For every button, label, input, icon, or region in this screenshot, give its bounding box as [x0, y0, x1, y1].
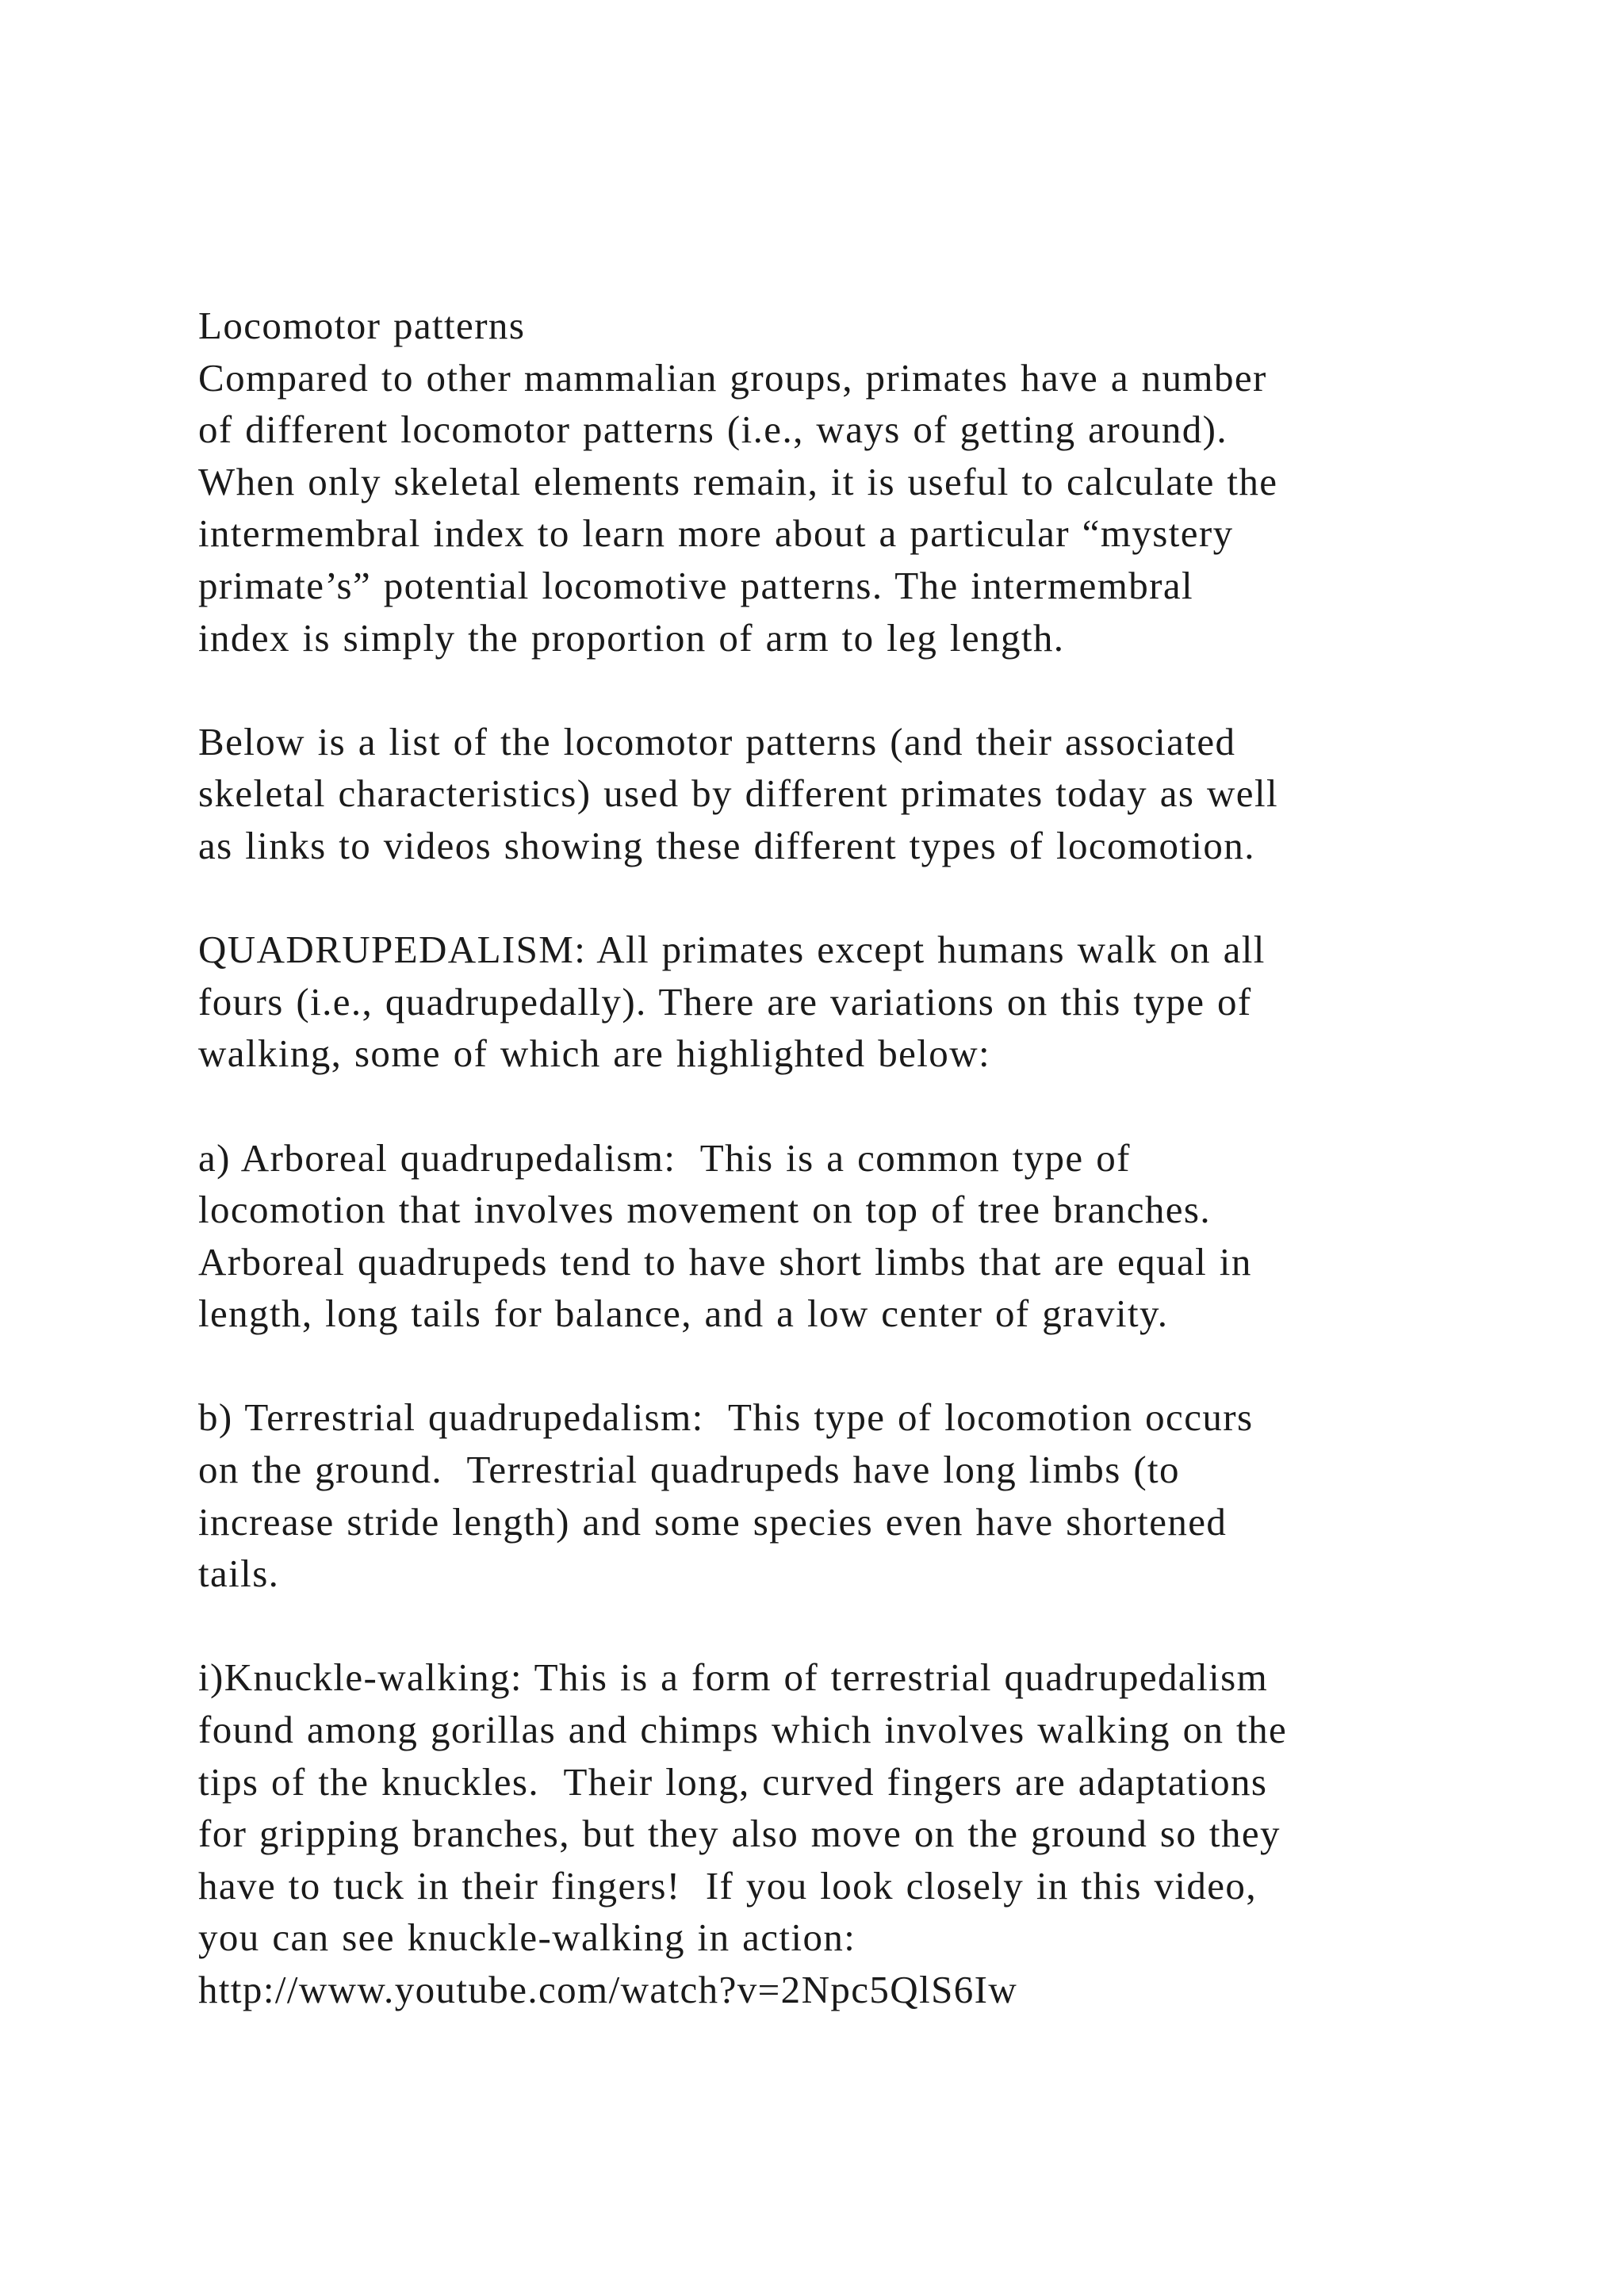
video-link[interactable]: http://www.youtube.com/watch?v=2Npc5QlS6Iw [198, 1968, 1018, 2011]
paragraph-line: i)Knuckle-walking: This is a form of terrestrial quadrupedalism [198, 1655, 1269, 1700]
paragraph-terrestrial [198, 1391, 1515, 1599]
paragraph-line: Compared to other mammalian groups, primates have a number [198, 355, 1267, 400]
paragraph-line: on the ground. Terrestrial quadrupeds have long limbs (to [198, 1448, 1180, 1492]
paragraph-spacer [198, 664, 1515, 716]
paragraph-line: of different locomotor patterns (i.e., ways of getting around). [198, 408, 1228, 452]
paragraph-line: as links to videos showing these different types of locomotion. [198, 823, 1255, 867]
paragraph-line: length, long tails for balance, and a low center of gravity. [198, 1292, 1169, 1336]
paragraph-arboreal [198, 1132, 1515, 1340]
paragraph-line: Below is a list of the locomotor patterns (and their associated [198, 719, 1236, 763]
paragraph-list-intro [198, 716, 1515, 872]
paragraph-spacer [198, 1340, 1515, 1392]
paragraph-line: tips of the knuckles. Their long, curved fingers are adaptations [198, 1759, 1268, 1804]
paragraph-knuckle-walking [198, 1651, 1515, 2015]
paragraph-line: for gripping branches, but they also move on the ground so they [198, 1812, 1281, 1856]
paragraph-line: primate’s” potential locomotive patterns. The intermembral [198, 563, 1194, 607]
paragraph-line: have to tuck in their fingers! If you look closely in this video, [198, 1863, 1257, 1908]
paragraph-intro [198, 352, 1515, 664]
paragraph-line: locomotion that involves movement on top of tree branches. [198, 1188, 1212, 1232]
paragraph-line: index is simply the proportion of arm to leg length. [198, 615, 1065, 660]
paragraph-line: a) Arboreal quadrupedalism: This is a common type of [198, 1135, 1131, 1180]
paragraph-line: intermembral index to learn more about a particular “mystery [198, 511, 1234, 556]
paragraph-spacer [198, 1080, 1515, 1132]
document-page [198, 300, 1515, 2016]
paragraph-quadrupedalism [198, 924, 1515, 1080]
paragraph-line: tails. [198, 1552, 280, 1596]
paragraph-line: increase stride length) and some species even have shortened [198, 1499, 1228, 1544]
paragraph-line: walking, some of which are highlighted below: [198, 1031, 990, 1076]
paragraph-line: skeletal characteristics) used by different primates today as well [198, 771, 1278, 816]
paragraph-spacer [198, 872, 1515, 924]
document-title: Locomotor patterns [198, 304, 526, 347]
paragraph-line: fours (i.e., quadrupedally). There are variations on this type of [198, 979, 1252, 1024]
paragraph-line: found among gorillas and chimps which involves walking on the [198, 1708, 1288, 1752]
paragraph-line: b) Terrestrial quadrupedalism: This type of locomotion occurs [198, 1395, 1254, 1440]
paragraph-spacer [198, 1600, 1515, 1652]
paragraph-line: When only skeletal elements remain, it is useful to calculate the [198, 459, 1278, 503]
paragraph-line: Arboreal quadrupeds tend to have short limbs that are equal in [198, 1239, 1252, 1284]
paragraph-line: QUADRUPEDALISM: All primates except humans walk on all [198, 928, 1266, 972]
paragraph-line: you can see knuckle-walking in action: [198, 1915, 856, 1960]
